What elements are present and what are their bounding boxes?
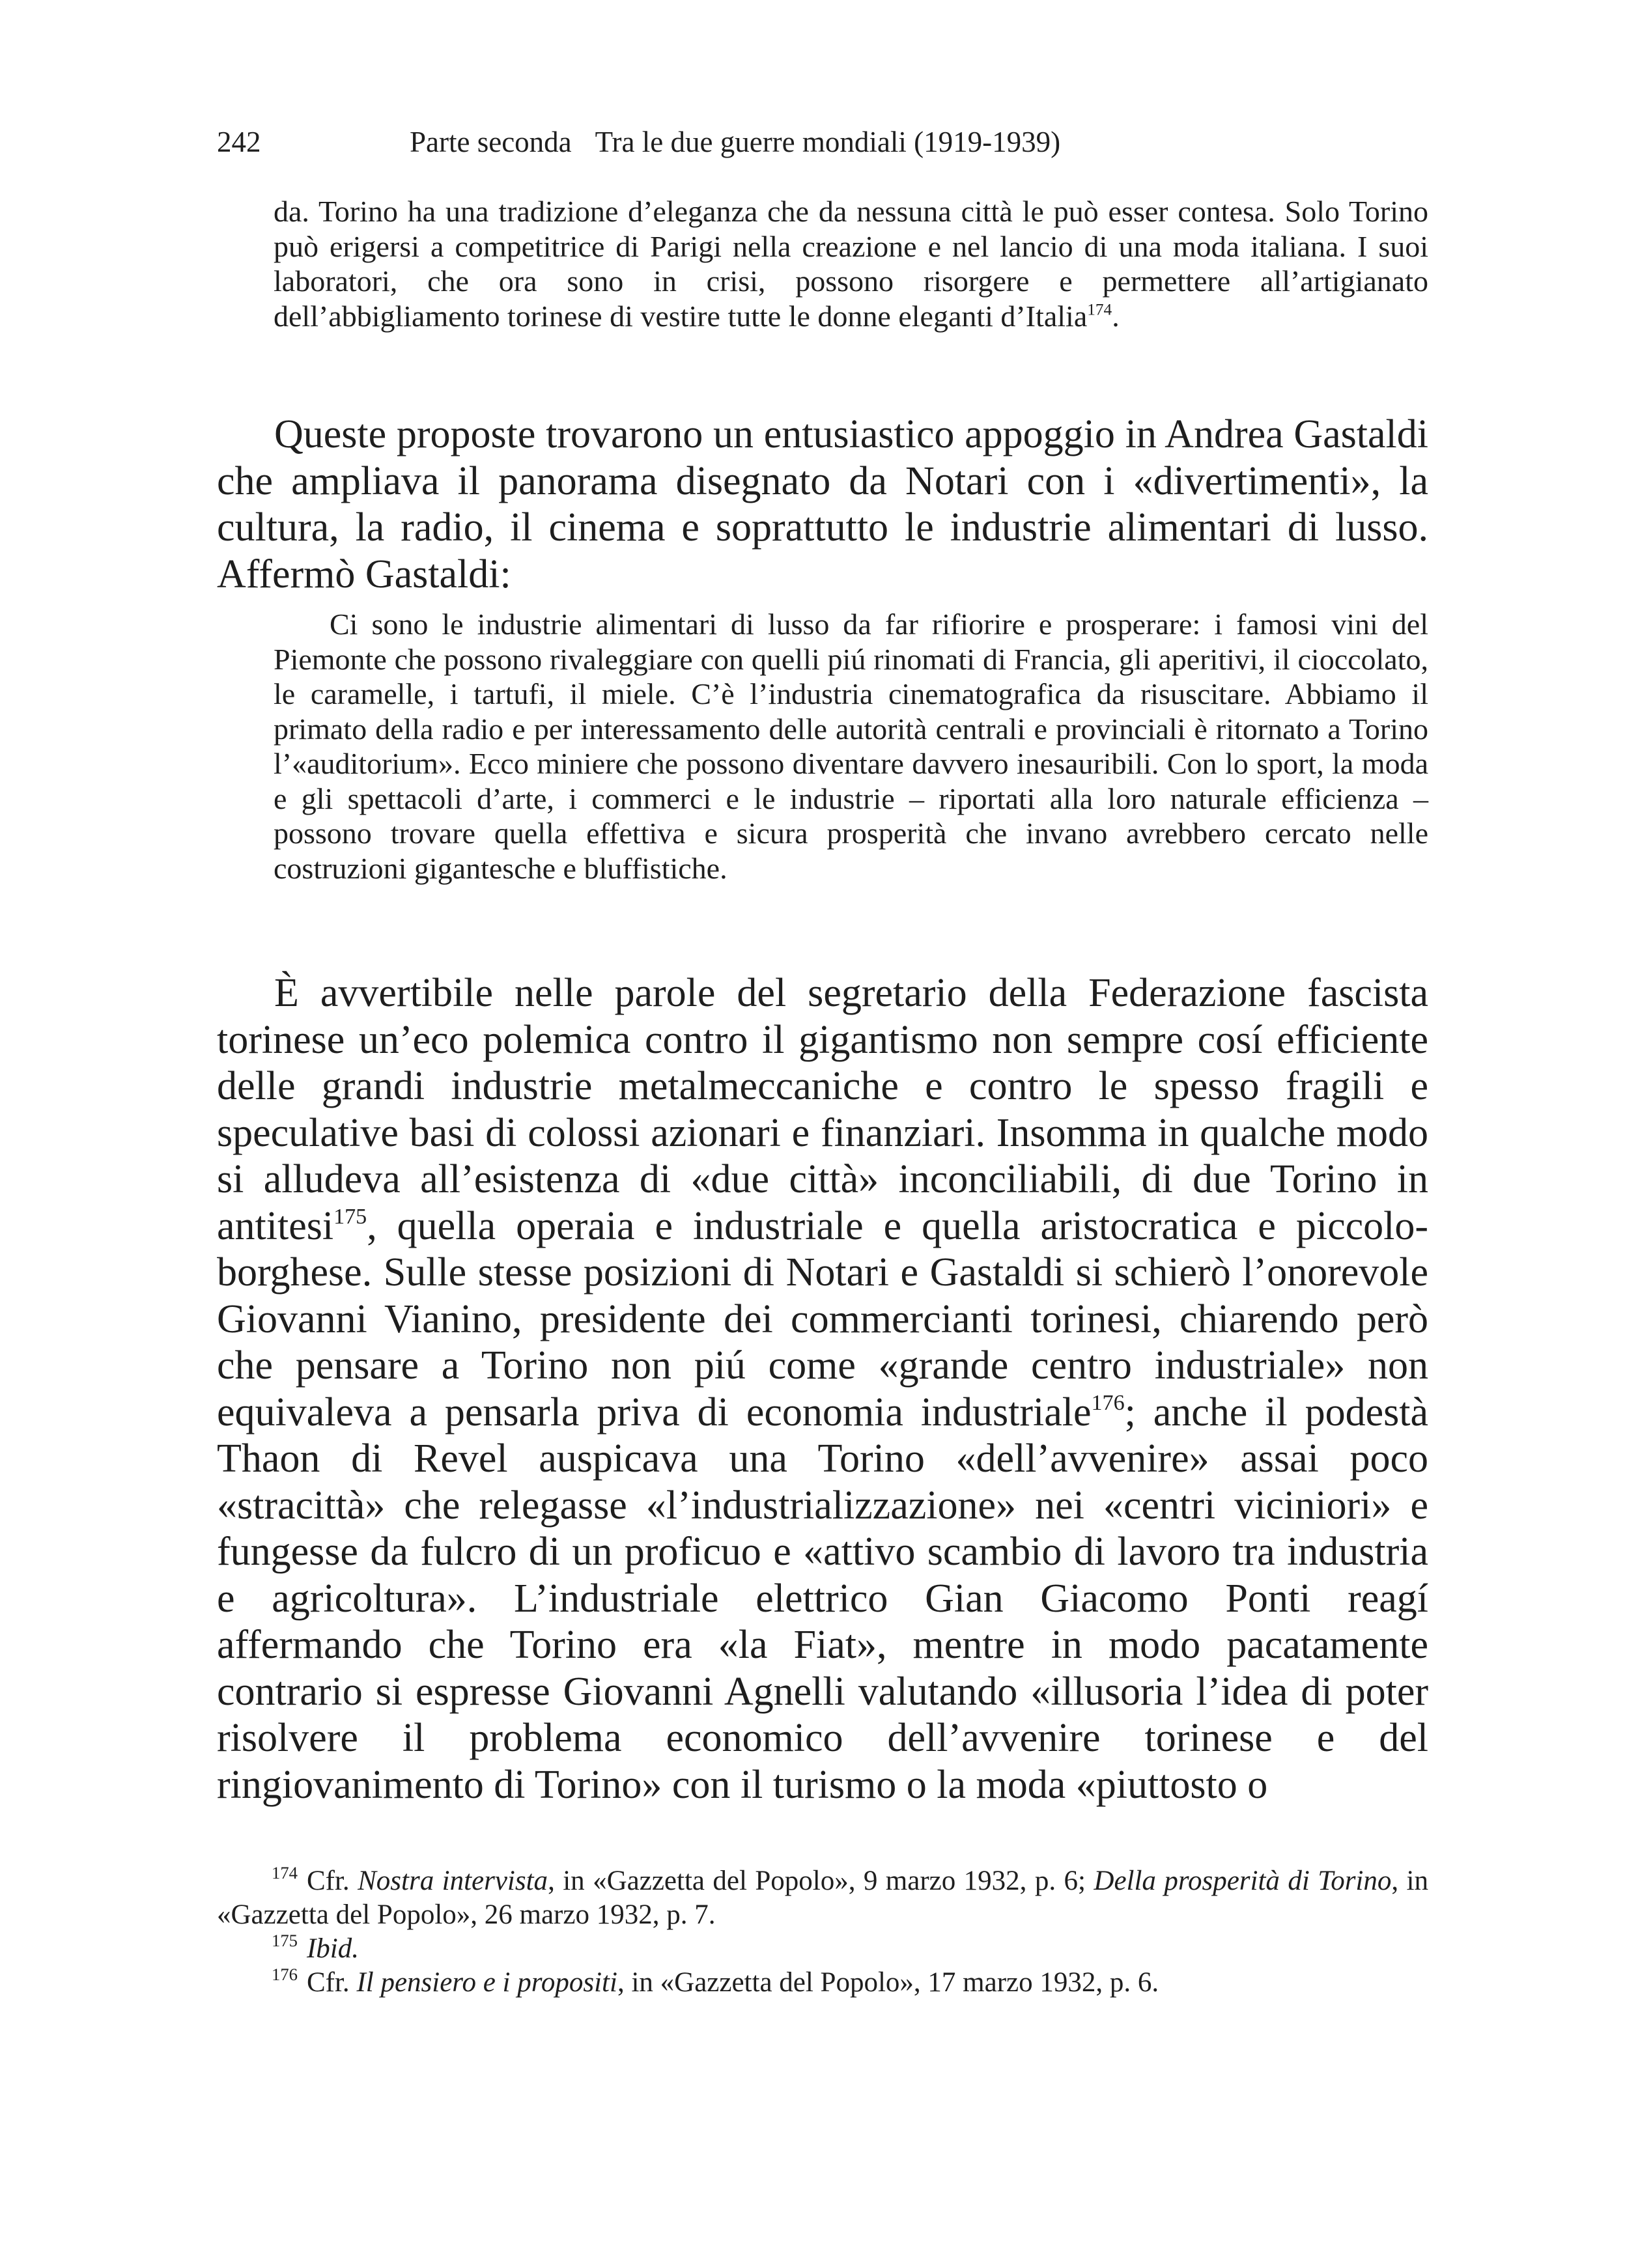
footnote-number: 176 <box>272 1965 298 1985</box>
footnote-suffix: , in «Gazzetta del Popolo», 26 marzo 1932, p. 7. <box>217 1866 1428 1930</box>
footnote-title: Della prosperità di Torino <box>1094 1866 1392 1896</box>
body-paragraph-2 <box>217 970 1428 1808</box>
footnote-prefix: Cfr. <box>306 1866 358 1896</box>
footnote-ref-176[interactable]: 176 <box>1091 1390 1125 1415</box>
footnote-174 <box>217 1864 1428 1932</box>
paragraph-text: Queste proposte trovarono un entusiastico appoggio in Andrea Gastaldi che ampliava il panorama disegnato da Notari con i «divertimenti», la cultura, la radio, il cinema e soprattutto le industrie alimentari di lusso. Affermò Gastaldi: <box>217 412 1428 596</box>
footnote-ref-174[interactable]: 174 <box>1087 300 1112 318</box>
footnote-175 <box>217 1932 1428 1966</box>
section-title: Tra le due guerre mondiali (1919-1939) <box>595 126 1061 158</box>
footnote-title: Il pensiero e i propositi <box>356 1967 617 1998</box>
footnote-title: Ibid. <box>306 1933 360 1964</box>
paragraph-text-b: , quella operaia e industriale e quella aristocratica e piccolo-borghese. Sulle stesse posizioni di Notari e Gastaldi si schierò l’onorevole Giovanni Vianino, presidente dei commercianti torinesi, chiarendo però che pensare a Torino non piú come «grande centro industriale» non equivaleva a pensarla priva di economia industriale <box>217 1203 1428 1435</box>
quote-paragraph <box>274 194 1428 333</box>
footnotes <box>217 1864 1428 2000</box>
quote-end: . <box>1112 299 1120 333</box>
block-quote-gastaldi <box>274 607 1428 886</box>
footnote-mid: , in «Gazzetta del Popolo», 9 marzo 1932, p. 6; <box>548 1866 1094 1896</box>
footnote-title: Nostra intervista <box>358 1866 548 1896</box>
footnote-number: 174 <box>272 1863 298 1883</box>
quote-paragraph: Ci sono le industrie alimentari di lusso da far rifiorire e prosperare: i famosi vini del Piemonte che possono rivaleggiare con quelli piú rinomati di Francia, gli aperitivi, il cioccolato, le caramelle, i tartufi, il miele. C’è l’industria cinematografica da risuscitare. Abbiamo il primato della radio e per interessamento delle autorità centrali e provinciali è ritornato a Torino l’«auditorium». Ecco miniere che possono diventare davvero inesauribili. Con lo sport, la moda e gli spettacoli d’arte, i commerci e le industrie – riportati alla loro naturale efficienza – possono trovare quella effettiva e sicura prosperità che invano avrebbero cercato nelle costruzioni gigantesche e bluffistiche. <box>274 608 1428 885</box>
block-quote-top <box>274 194 1428 333</box>
paragraph-text-a: È avvertibile nelle parole del segretario della Federazione fascista torinese un’eco polemica contro il gigantismo non sempre cosí efficiente delle grandi industrie metalmeccaniche e contro le spesso fragili e speculative basi di colossi azionari e finanziari. Insomma in qualche modo si alludeva all’esistenza di «due città» inconciliabili, di due Torino in antitesi <box>217 971 1428 1248</box>
part-title: Parte seconda <box>410 126 572 158</box>
footnote-number: 175 <box>272 1931 298 1951</box>
quote-text: da. Torino ha una tradizione d’eleganza che da nessuna città le può esser contesa. Solo Torino può erigersi a competitrice di Parigi nella creazione e nel lancio di una moda italiana. I suoi laboratori, che ora sono in crisi, possono risorgere e permettere all’artigianato dell’abbigliamento torinese di vestire tutte le donne eleganti d’Italia <box>274 195 1428 333</box>
footnote-176 <box>217 1966 1428 2000</box>
paragraph-text <box>217 970 1428 1808</box>
body-paragraph-1 <box>217 412 1428 598</box>
footnote-suffix: , in «Gazzetta del Popolo», 17 marzo 1932, p. 6. <box>617 1967 1159 1998</box>
paragraph-text-c: ; anche il podestà Thaon di Revel auspicava una Torino «dell’avvenire» assai poco «stracittà» che relegasse «l’industrializzazione» nei «centri viciniori» e fungesse da fulcro di un proficuo e «attivo scambio di lavoro tra industria e agricoltura». L’industriale elettrico Gian Giacomo Ponti reagí affermando che Torino era «la Fiat», mentre in modo pacatamente contrario si espresse Giovanni Agnelli valutando «illusoria l’idea di poter risolvere il problema economico dell’avvenire torinese e del ringiovanimento di Torino» con il turismo o la moda «piuttosto o <box>217 1390 1429 1807</box>
page-number: 242 <box>217 126 261 158</box>
running-head <box>217 122 1428 161</box>
footnote-prefix: Cfr. <box>306 1967 357 1998</box>
footnote-ref-175[interactable]: 175 <box>333 1204 367 1229</box>
